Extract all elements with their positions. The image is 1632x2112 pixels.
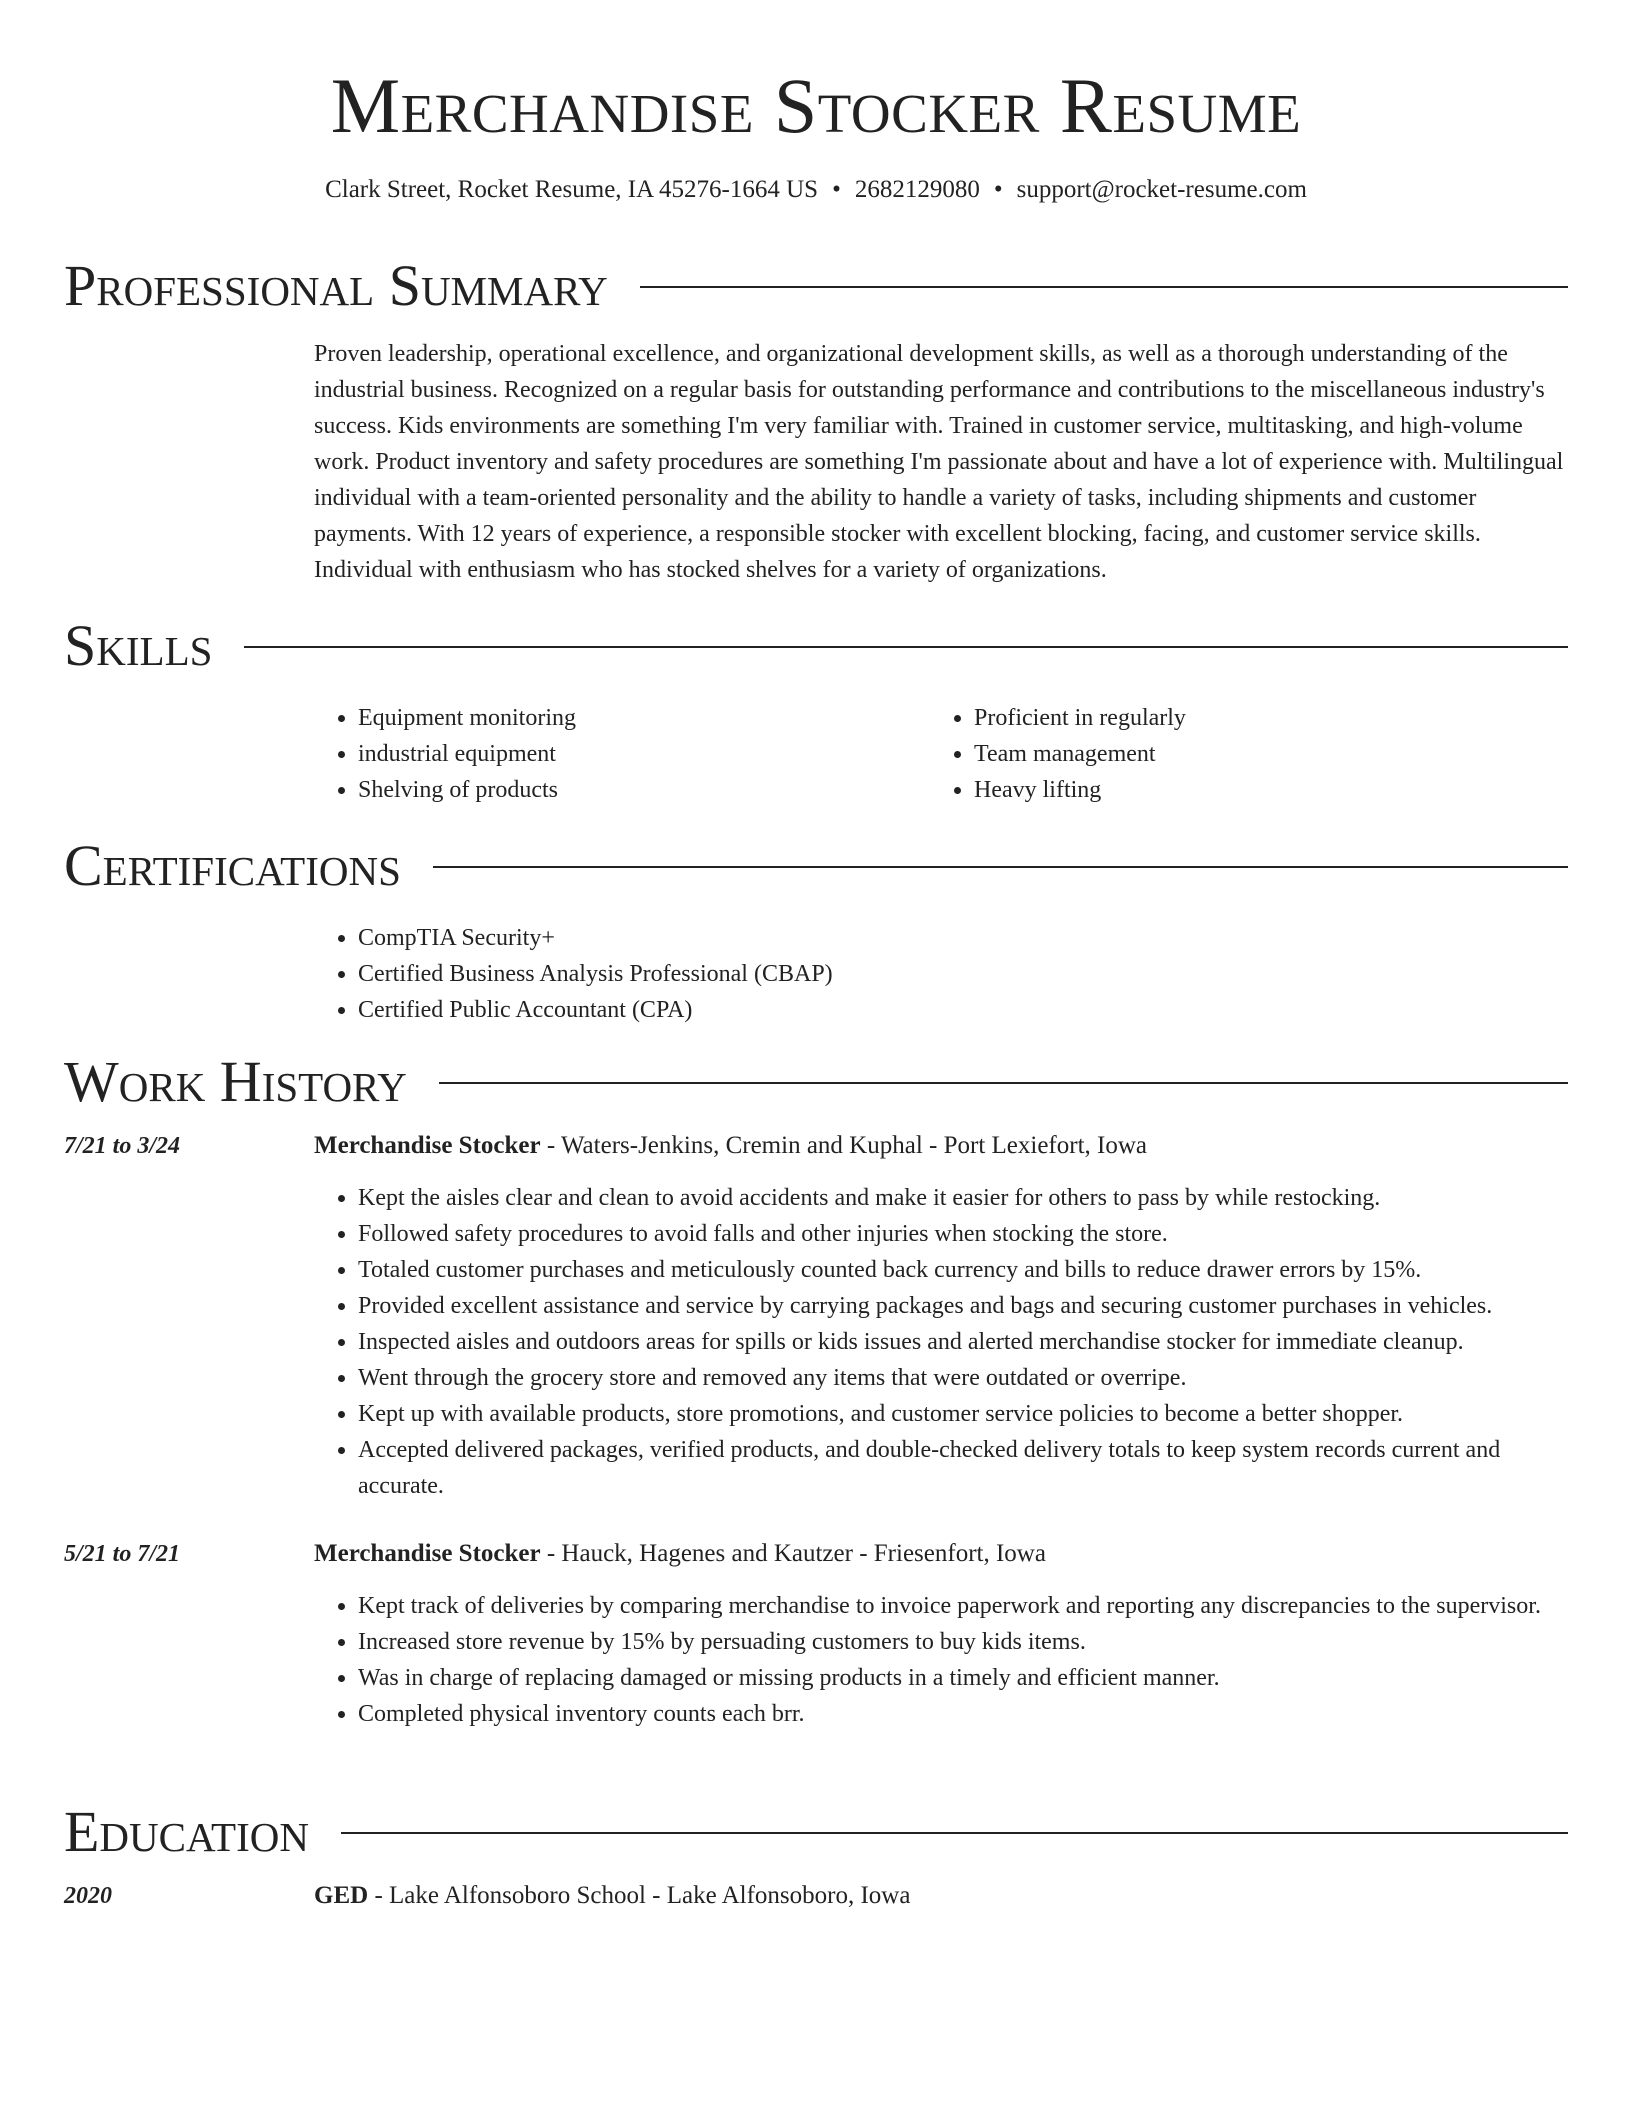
- section-divider: [341, 1832, 1568, 1834]
- responsibility-item: • Kept the aisles clear and clean to avoid accidents and make it easier for others to pass by while restocking.: [358, 1180, 1568, 1216]
- job-responsibilities: [314, 1180, 1568, 1504]
- responsibility-item: • Inspected aisles and outdoors areas for spills or kids issues and alerted merchandise stocker for immediate cleanup.: [358, 1324, 1568, 1360]
- responsibility-item: • Accepted delivered packages, verified products, and double-checked delivery totals to keep system records current and accurate.: [358, 1432, 1568, 1504]
- certification-item: • Certified Public Accountant (CPA): [358, 992, 1568, 1028]
- job-heading: [314, 1536, 1568, 1572]
- responsibility-item: • Kept track of deliveries by comparing merchandise to invoice paperwork and reporting any discrepancies to the supervisor.: [358, 1588, 1568, 1624]
- section-header-education: [64, 1796, 1568, 1868]
- skill-item: • Team management: [974, 736, 1530, 772]
- responsibility-item: • Totaled customer purchases and meticulously counted back currency and bills to reduce drawer errors by 15%.: [358, 1252, 1568, 1288]
- job-heading: [314, 1128, 1568, 1164]
- education-heading: [314, 1878, 1568, 1914]
- education-year: 2020: [64, 1883, 112, 1909]
- section-title-work-history: Work History: [64, 1049, 407, 1114]
- certifications-list: [314, 920, 1568, 1028]
- certification-item: • Certified Business Analysis Professional (CBAP): [358, 956, 1568, 992]
- education-school: - Lake Alfonsoboro School - Lake Alfonsoboro, Iowa: [368, 1882, 911, 1909]
- contact-address: Clark Street, Rocket Resume, IA 45276-1664 US: [325, 176, 819, 203]
- job-title: Merchandise Stocker: [314, 1132, 541, 1159]
- section-header-skills: [64, 610, 1568, 682]
- contact-email[interactable]: support@rocket-resume.com: [1016, 176, 1307, 203]
- skill-item: • Shelving of products: [358, 772, 914, 808]
- skill-item: • Equipment monitoring: [358, 700, 914, 736]
- section-header-certifications: [64, 830, 1568, 902]
- section-divider: [640, 286, 1568, 288]
- section-divider: [244, 646, 1568, 648]
- section-title-summary: Professional Summary: [64, 253, 608, 318]
- job-title: Merchandise Stocker: [314, 1540, 541, 1567]
- skill-item: • Proficient in regularly: [974, 700, 1530, 736]
- responsibility-item: • Increased store revenue by 15% by persuading customers to buy kids items.: [358, 1624, 1568, 1660]
- skill-item: • industrial equipment: [358, 736, 914, 772]
- section-header-summary: [64, 250, 1568, 322]
- job-dates: 7/21 to 3/24: [64, 1133, 181, 1159]
- responsibility-item: • Provided excellent assistance and service by carrying packages and bags and securing customer purchases in vehicles.: [358, 1288, 1568, 1324]
- section-divider: [439, 1082, 1568, 1084]
- skill-item: • Heavy lifting: [974, 772, 1530, 808]
- responsibility-item: • Went through the grocery store and removed any items that were outdated or overripe.: [358, 1360, 1568, 1396]
- section-title-certifications: Certifications: [64, 833, 401, 898]
- contact-line: [0, 172, 1632, 208]
- summary-text: Proven leadership, operational excellence, and organizational development skills, as well as a thorough understanding of the industrial business. Recognized on a regular basis for outstanding performance and contributions to the miscellaneous industry's success. Kids environments are something I'm very familiar with. Trained in customer service, multitasking, and high-volume work. Product inventory and safety procedures are something I'm passionate about and have a lot of experience with. Multilingual individual with a team-oriented personality and the ability to handle a variety of tasks, including shipments and customer payments. With 12 years of experience, a responsible stocker with excellent blocking, facing, and customer service skills. Individual with enthusiasm who has stocked shelves for a variety of organizations.: [314, 341, 1564, 583]
- section-title-skills: Skills: [64, 613, 213, 678]
- contact-separator: •: [832, 176, 841, 203]
- responsibility-item: • Was in charge of replacing damaged or missing products in a timely and efficient manner.: [358, 1660, 1568, 1696]
- job-responsibilities: [314, 1588, 1568, 1732]
- job-dates: 5/21 to 7/21: [64, 1541, 181, 1567]
- responsibility-item: • Kept up with available products, store promotions, and customer service policies to become a better shopper.: [358, 1396, 1568, 1432]
- certification-item: • CompTIA Security+: [358, 920, 1568, 956]
- skills-column-left: [314, 700, 914, 808]
- responsibility-item: • Completed physical inventory counts each brr.: [358, 1696, 1568, 1732]
- resume-title: Merchandise Stocker Resume: [330, 62, 1302, 149]
- section-title-education: Education: [64, 1799, 309, 1864]
- section-divider: [433, 866, 1568, 868]
- job-employer: - Waters-Jenkins, Cremin and Kuphal - Port Lexiefort, Iowa: [540, 1132, 1147, 1159]
- responsibility-item: • Followed safety procedures to avoid falls and other injuries when stocking the store.: [358, 1216, 1568, 1252]
- education-degree: GED: [314, 1882, 369, 1909]
- section-header-work-history: [64, 1046, 1568, 1118]
- contact-separator: •: [993, 176, 1003, 203]
- job-employer: - Hauck, Hagenes and Kautzer - Friesenfort, Iowa: [540, 1540, 1046, 1567]
- skills-column-right: [930, 700, 1530, 808]
- contact-phone: 2682129080: [854, 176, 980, 203]
